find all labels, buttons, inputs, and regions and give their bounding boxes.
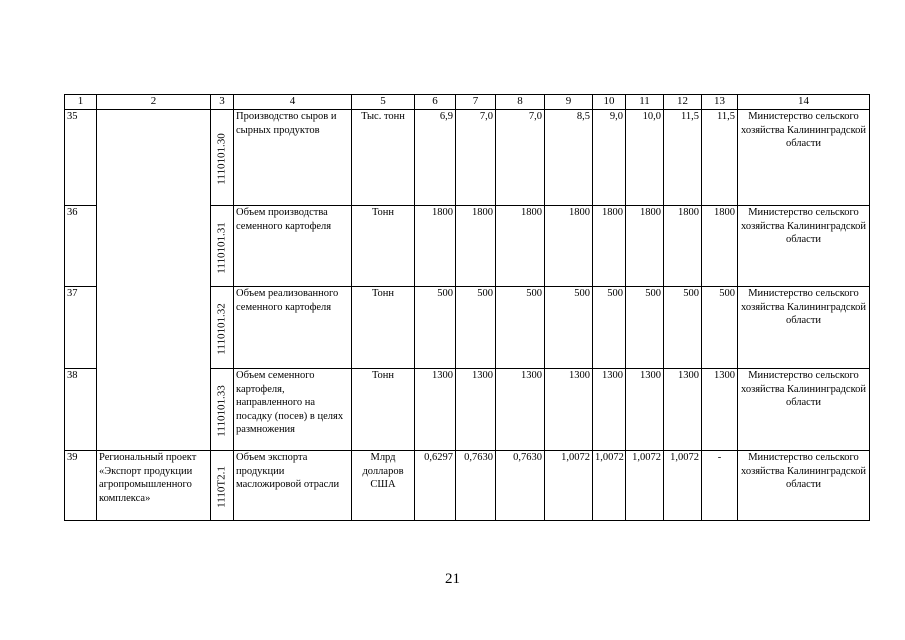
value-cell: 500 <box>702 287 738 369</box>
project-cell: Региональный проект «Экспорт продукции агропромышленного комплекса» <box>97 451 211 521</box>
value-cell: 1300 <box>664 369 702 451</box>
value-cell: 11,5 <box>702 110 738 206</box>
project-cell <box>97 110 211 451</box>
header-cell: 3 <box>211 95 234 110</box>
table-header-row <box>65 95 870 110</box>
value-cell: 1800 <box>626 206 664 287</box>
value-cell: 1300 <box>626 369 664 451</box>
unit-cell: Тонн <box>352 206 415 287</box>
header-cell: 1 <box>65 95 97 110</box>
header-cell: 5 <box>352 95 415 110</box>
value-cell: 7,0 <box>456 110 496 206</box>
unit-cell: Тонн <box>352 287 415 369</box>
indicators-table <box>64 94 870 521</box>
value-cell: 500 <box>593 287 626 369</box>
indicator-code-text: 1110101.32 <box>215 303 228 355</box>
value-cell: 1,0072 <box>664 451 702 521</box>
indicator-code-text: 1110Т2.1 <box>215 466 228 508</box>
row-number: 35 <box>65 110 97 206</box>
value-cell: 10,0 <box>626 110 664 206</box>
value-cell: 1800 <box>496 206 545 287</box>
header-cell: 14 <box>738 95 870 110</box>
value-cell: 0,6297 <box>415 451 456 521</box>
value-cell: 500 <box>626 287 664 369</box>
table-row <box>65 110 870 206</box>
value-cell: 1800 <box>456 206 496 287</box>
value-cell: 1800 <box>664 206 702 287</box>
value-cell: 1,0072 <box>626 451 664 521</box>
row-number: 39 <box>65 451 97 521</box>
header-cell: 13 <box>702 95 738 110</box>
indicator-code <box>211 287 234 369</box>
value-cell: 1300 <box>456 369 496 451</box>
unit-cell: Тыс. тонн <box>352 110 415 206</box>
value-cell: 1300 <box>545 369 593 451</box>
value-cell: 500 <box>545 287 593 369</box>
value-cell: 500 <box>496 287 545 369</box>
value-cell: 500 <box>415 287 456 369</box>
value-cell: 11,5 <box>664 110 702 206</box>
value-cell: - <box>702 451 738 521</box>
responsible-cell: Министерство сельского хозяйства Калининградской области <box>738 451 870 521</box>
value-cell: 500 <box>456 287 496 369</box>
indicator-name: Объем экспорта продукции масложировой отрасли <box>234 451 352 521</box>
value-cell: 1800 <box>545 206 593 287</box>
unit-cell: Млрд долларов США <box>352 451 415 521</box>
header-cell: 12 <box>664 95 702 110</box>
table-row <box>65 451 870 521</box>
row-number: 38 <box>65 369 97 451</box>
header-cell: 6 <box>415 95 456 110</box>
indicator-code-text: 1110101.30 <box>215 133 228 186</box>
indicator-name: Объем семенного картофеля, направленного на посадку (посев) в целях размножения <box>234 369 352 451</box>
responsible-cell: Министерство сельского хозяйства Калининградской области <box>738 287 870 369</box>
indicator-code <box>211 206 234 287</box>
indicator-code-text: 1110101.33 <box>215 385 228 437</box>
indicator-name: Объем реализованного семенного картофеля <box>234 287 352 369</box>
header-cell: 8 <box>496 95 545 110</box>
indicator-name: Объем производства семенного картофеля <box>234 206 352 287</box>
value-cell: 0,7630 <box>456 451 496 521</box>
indicator-code <box>211 369 234 451</box>
header-cell: 2 <box>97 95 211 110</box>
value-cell: 0,7630 <box>496 451 545 521</box>
indicator-name: Производство сыров и сырных продуктов <box>234 110 352 206</box>
value-cell: 1800 <box>702 206 738 287</box>
value-cell: 1300 <box>496 369 545 451</box>
responsible-cell: Министерство сельского хозяйства Калининградской области <box>738 206 870 287</box>
header-cell: 11 <box>626 95 664 110</box>
unit-cell: Тонн <box>352 369 415 451</box>
value-cell: 1800 <box>593 206 626 287</box>
value-cell: 8,5 <box>545 110 593 206</box>
indicator-code <box>211 451 234 521</box>
value-cell: 500 <box>664 287 702 369</box>
header-cell: 9 <box>545 95 593 110</box>
value-cell: 1800 <box>415 206 456 287</box>
value-cell: 1300 <box>702 369 738 451</box>
row-number: 36 <box>65 206 97 287</box>
responsible-cell: Министерство сельского хозяйства Калининградской области <box>738 369 870 451</box>
value-cell: 7,0 <box>496 110 545 206</box>
value-cell: 6,9 <box>415 110 456 206</box>
indicator-code <box>211 110 234 206</box>
value-cell: 9,0 <box>593 110 626 206</box>
row-number: 37 <box>65 287 97 369</box>
header-cell: 10 <box>593 95 626 110</box>
value-cell: 1,0072 <box>593 451 626 521</box>
indicator-code-text: 1110101.31 <box>215 221 228 274</box>
header-cell: 4 <box>234 95 352 110</box>
header-cell: 7 <box>456 95 496 110</box>
value-cell: 1,0072 <box>545 451 593 521</box>
value-cell: 1300 <box>415 369 456 451</box>
responsible-cell: Министерство сельского хозяйства Калининградской области <box>738 110 870 206</box>
value-cell: 1300 <box>593 369 626 451</box>
page-number: 21 <box>445 571 460 587</box>
